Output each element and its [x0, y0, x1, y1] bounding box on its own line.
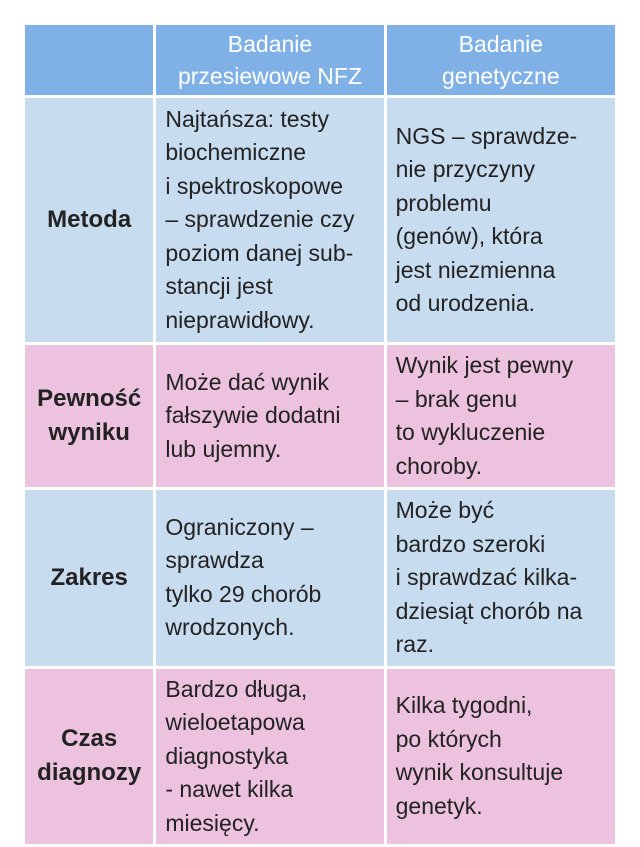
- cell-metoda-nfz: [156, 98, 383, 342]
- row-metoda: [25, 98, 615, 342]
- cell-text: wynik konsultuje: [395, 759, 564, 786]
- header-text: genetyczne: [442, 63, 560, 89]
- cell-text: choroby.: [395, 452, 483, 479]
- cell-text: (genów), która: [395, 223, 543, 249]
- cell-czas-genetic: [387, 669, 615, 845]
- row-label-zakres: [25, 490, 153, 666]
- cell-text: NGS – sprawdze-: [395, 122, 578, 149]
- row-label-metoda: [25, 98, 153, 342]
- row-label-text: Czas: [61, 725, 118, 753]
- row-label-text: wyniku: [48, 419, 130, 446]
- cell-text: – brak genu: [395, 385, 518, 412]
- cell-text: diagnostyka: [165, 742, 289, 769]
- cell-metoda-genetic: [387, 98, 615, 342]
- row-czas: [25, 669, 615, 845]
- header-text: Badanie: [458, 31, 544, 57]
- cell-text: wieloetapowa: [165, 709, 305, 735]
- cell-text: Bardzo długa,: [165, 675, 308, 702]
- cell-text: genetyk.: [395, 792, 483, 819]
- cell-text: – sprawdzenie czy: [165, 206, 355, 233]
- cell-text: problemu: [395, 189, 492, 216]
- cell-czas-nfz: [156, 669, 383, 845]
- cell-pewnosc-genetic: [387, 345, 615, 487]
- cell-text: Najtańsza: testy: [165, 105, 329, 132]
- cell-text: miesięcy.: [165, 809, 260, 836]
- header-row: [25, 25, 615, 95]
- row-label-pewnosc: [25, 345, 153, 487]
- row-pewnosc: [25, 345, 615, 487]
- cell-zakres-nfz: [156, 490, 383, 666]
- cell-text: dziesiąt chorób na: [395, 597, 583, 624]
- cell-text: fałszywie dodatni: [165, 402, 341, 429]
- cell-text: i spektroskopowe: [165, 172, 344, 199]
- cell-text: sprawdza: [165, 547, 264, 574]
- cell-text: nie przyczyny: [395, 156, 535, 182]
- cell-text: stancji jest: [165, 273, 273, 300]
- comparison-table: [22, 22, 618, 847]
- cell-text: Może dać wynik: [165, 368, 329, 395]
- cell-text: od urodzenia.: [395, 290, 536, 316]
- cell-text: - nawet kilka: [165, 776, 294, 802]
- cell-text: i sprawdzać kilka-: [395, 564, 578, 590]
- cell-text: Kilka tygodni,: [395, 692, 533, 719]
- header-nfz-screening: [156, 25, 383, 95]
- cell-text: Może być: [395, 497, 495, 523]
- row-label-text: Zakres: [50, 563, 128, 591]
- row-zakres: [25, 490, 615, 666]
- cell-text: nieprawidłowy.: [165, 306, 315, 333]
- header-text: przesiewowe NFZ: [177, 63, 363, 89]
- cell-pewnosc-nfz: [156, 345, 383, 487]
- row-label-czas: [25, 669, 153, 845]
- cell-text: biochemiczne: [165, 139, 306, 166]
- cell-text: tylko 29 chorób: [165, 580, 322, 607]
- row-label-text: Metoda: [47, 206, 132, 233]
- cell-text: jest niezmienna: [395, 256, 556, 283]
- cell-text: wrodzonych.: [165, 614, 295, 641]
- cell-text: lub ujemny.: [165, 435, 282, 462]
- cell-text: to wykluczenie: [395, 419, 546, 445]
- header-text: Badanie: [227, 31, 313, 57]
- cell-text: bardzo szeroki: [395, 530, 546, 557]
- cell-zakres-genetic: [387, 490, 615, 666]
- cell-text: raz.: [395, 631, 434, 657]
- header-empty-cell: [25, 25, 153, 95]
- row-label-text: diagnozy: [37, 759, 142, 787]
- row-label-text: Pewność: [37, 385, 142, 412]
- cell-text: poziom danej sub-: [165, 239, 354, 266]
- comparison-table-container: [22, 22, 618, 847]
- header-genetic-test: [387, 25, 615, 95]
- cell-text: Ograniczony –: [165, 513, 314, 540]
- cell-text: po których: [395, 725, 502, 752]
- cell-text: Wynik jest pewny: [395, 352, 574, 378]
